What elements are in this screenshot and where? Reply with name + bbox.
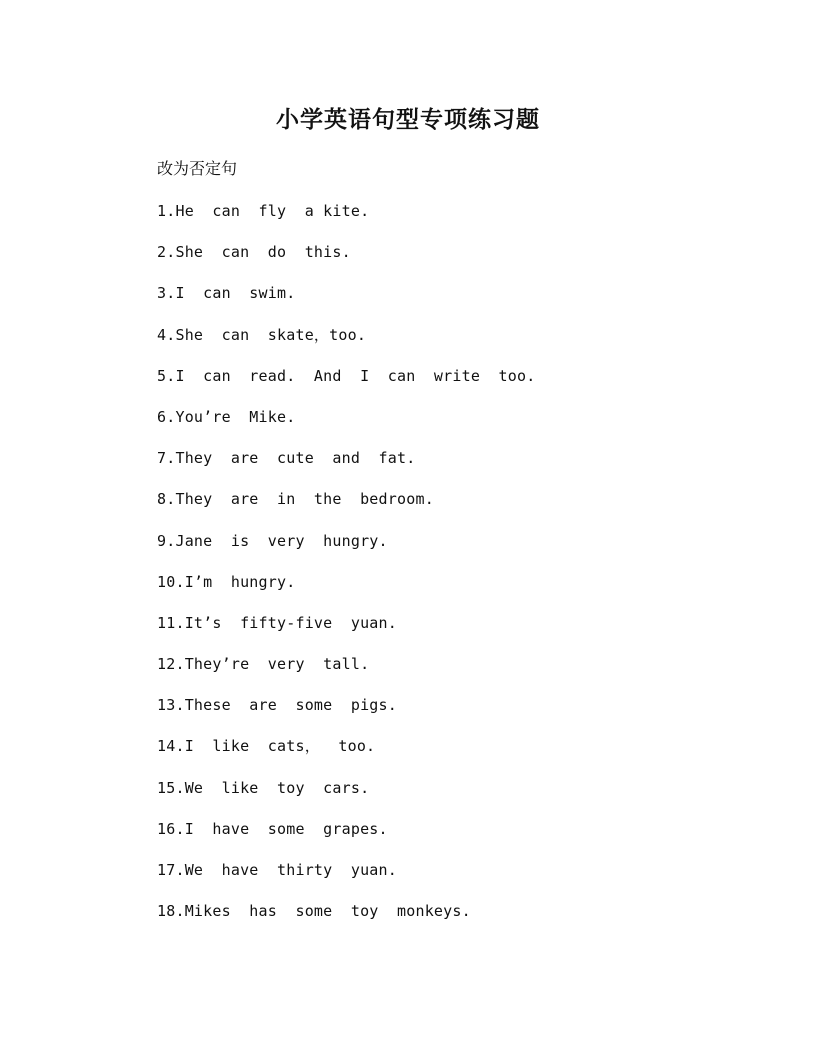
exercise-item: 12.They’re very tall.: [157, 655, 370, 674]
exercise-item: 9.Jane is very hungry.: [157, 531, 388, 550]
section-heading: 改为否定句: [157, 159, 238, 178]
exercise-item: 6.You’re Mike.: [157, 407, 296, 426]
exercise-item: 13.These are some pigs.: [157, 696, 397, 715]
exercise-item: 2.She can do this.: [157, 243, 351, 262]
exercise-item: 8.They are in the bedroom.: [157, 490, 434, 509]
exercise-item: 5.I can read. And I can write too.: [157, 366, 536, 385]
exercise-item: 16.I have some grapes.: [157, 819, 388, 838]
exercise-item: 7.They are cute and fat.: [157, 449, 416, 468]
exercise-item: 4.She can skate，too.: [157, 325, 367, 344]
exercise-item: 1.He can fly a kite.: [157, 202, 370, 220]
exercise-item: 3.I can swim.: [157, 284, 296, 303]
exercise-item: 10.I’m hungry.: [157, 572, 296, 591]
page-title: 小学英语句型专项练习题: [276, 107, 540, 133]
exercise-item: 11.It’s fifty-five yuan.: [157, 613, 397, 632]
exercise-item: 14.I like cats， too.: [157, 737, 376, 756]
exercise-list: [157, 199, 535, 940]
exercise-item: 17.We have thirty yuan.: [157, 861, 397, 879]
exercise-item: 15.We like toy cars.: [157, 778, 370, 797]
exercise-item: 18.Mikes has some toy monkeys.: [157, 902, 471, 921]
